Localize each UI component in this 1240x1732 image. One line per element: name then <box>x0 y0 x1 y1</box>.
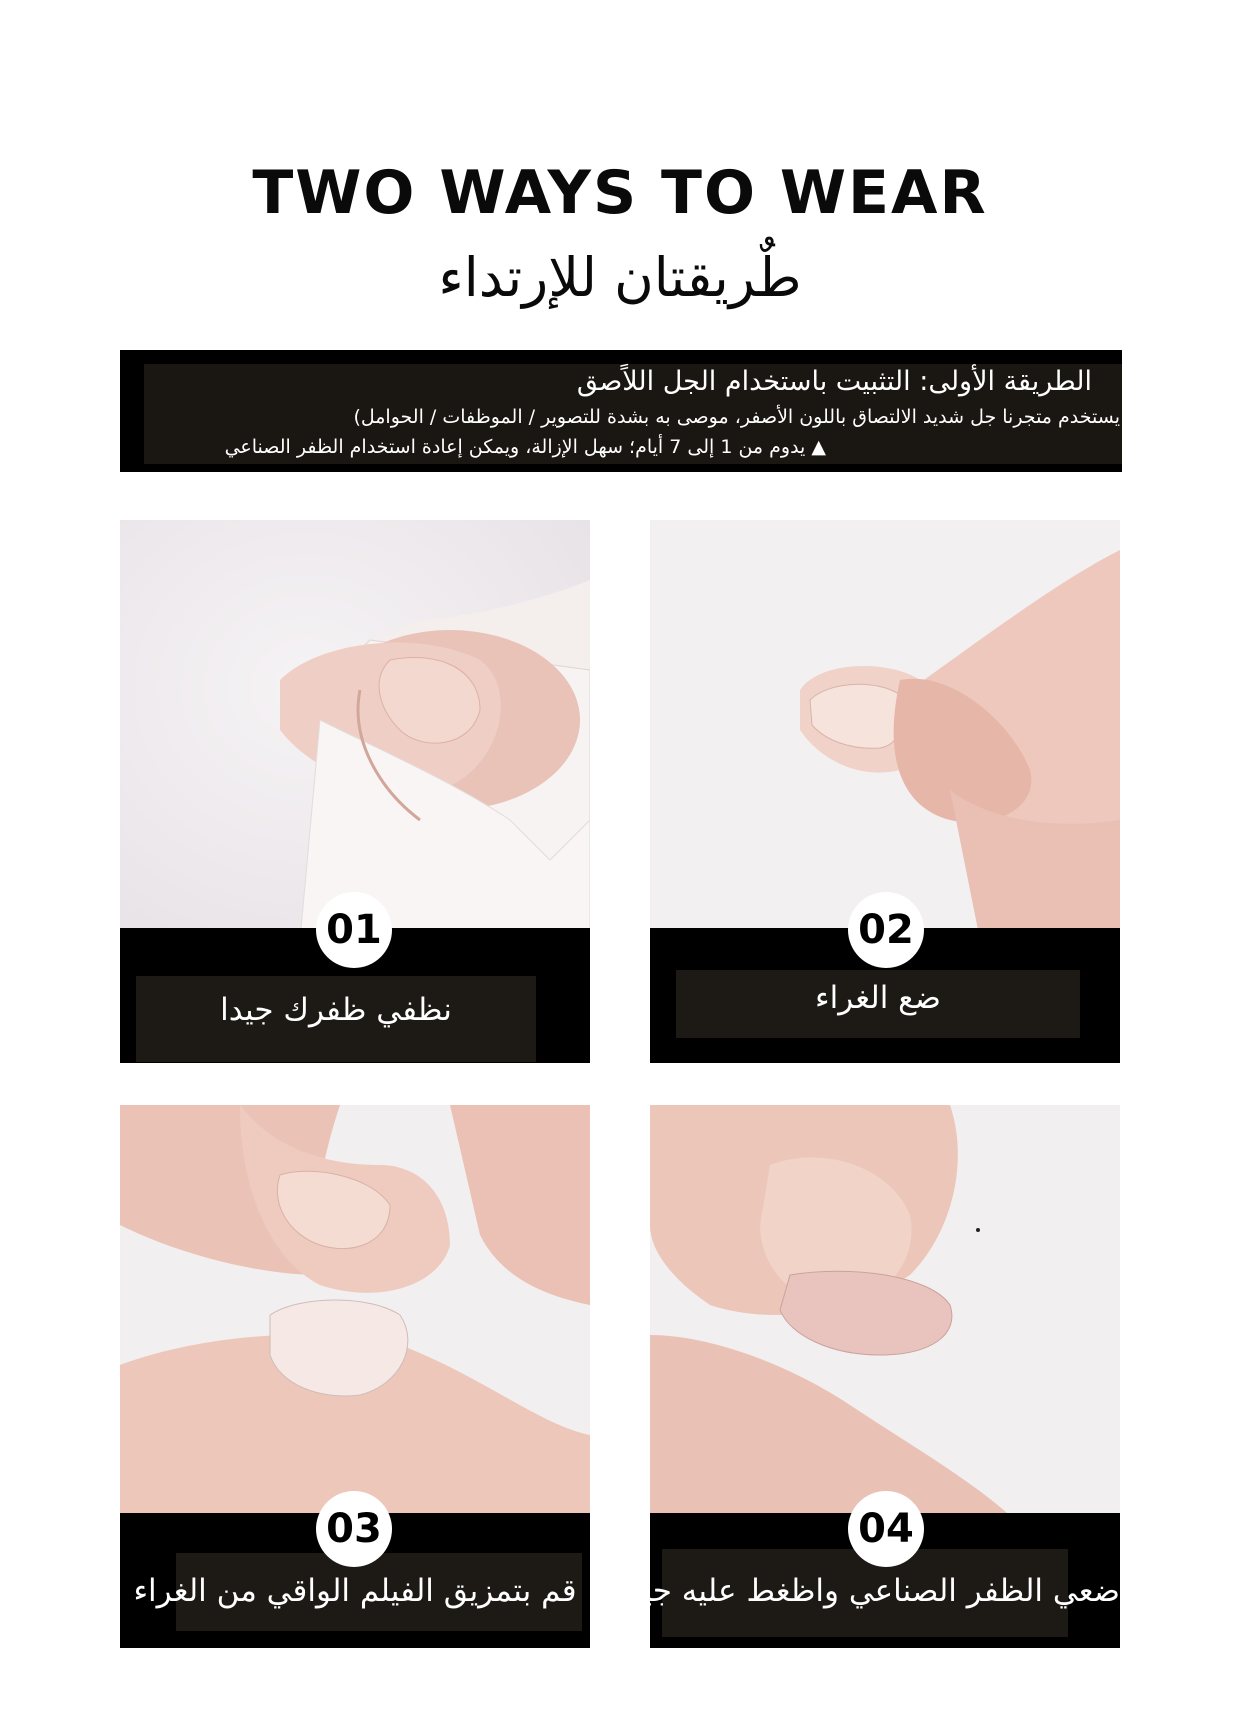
step-photo-peel-film <box>120 1105 590 1525</box>
page-subtitle-arabic: طٌريقتان للإرتداء <box>438 246 802 309</box>
step-photo-press-nail <box>650 1105 1120 1525</box>
step-number-badge: 01 <box>316 892 392 968</box>
step-card-3 <box>120 1105 590 1648</box>
step-card-1 <box>120 520 590 1063</box>
step-card-2 <box>650 520 1120 1063</box>
step-caption: نظفي ظفرك جيدا <box>220 992 452 1028</box>
step-number-badge: 02 <box>848 892 924 968</box>
method-one-banner <box>120 350 1122 472</box>
step-photo-apply-glue <box>650 520 1120 940</box>
step-number-badge: 03 <box>316 1491 392 1567</box>
step-photo-clean-nail <box>120 520 590 940</box>
method-description: يستخدم متجرنا جل شديد الالتصاق باللون الأصفر، موصى به بشدة للتصوير / الموظفات / الحوامل) <box>353 406 1120 428</box>
step-caption: ضعي الظفر الصناعي واظغط عليه جيدا <box>618 1573 1120 1609</box>
step-card-4 <box>618 1105 1120 1648</box>
step-caption: ضع الغراء <box>815 980 941 1016</box>
step-caption: قم بتمزيق الفيلم الواقي من الغراء <box>133 1573 577 1609</box>
step-number-badge: 04 <box>848 1491 924 1567</box>
page-title: TWO WAYS TO WEAR <box>252 158 988 228</box>
method-heading: الطريقة الأولى: التثبيت باستخدام الجل اللاًصق <box>576 366 1092 397</box>
method-duration-note: ▲ يدوم من 1 إلى 7 أيام؛ سهل الإزالة، ويمكن إعادة استخدام الظفر الصناعي <box>224 436 826 458</box>
